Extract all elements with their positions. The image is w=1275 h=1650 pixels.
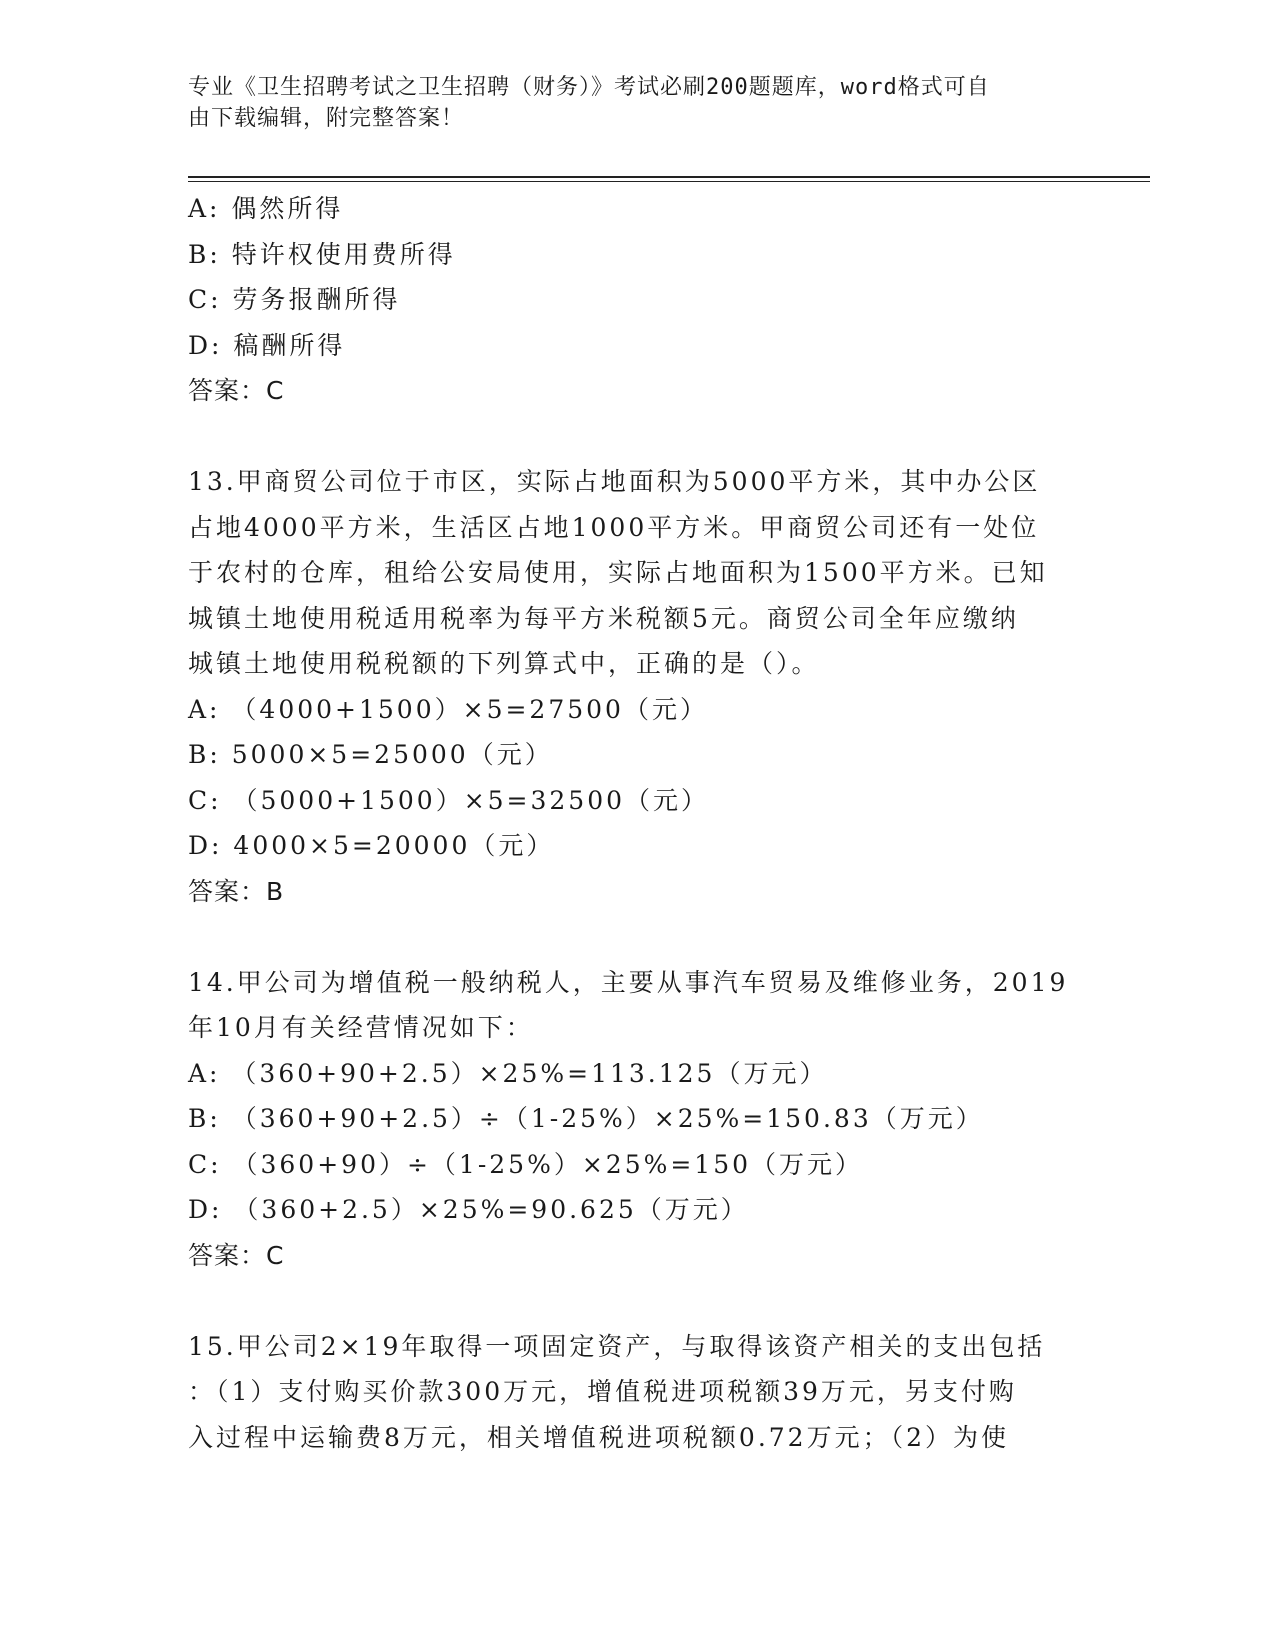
question-13 — [188, 459, 1078, 914]
question-text-line: 入过程中运输费8万元，相关增值税进项税额0.72万元；（2）为使 — [188, 1422, 1009, 1452]
question-text-line: 城镇土地使用税适用税率为每平方米税额5元。商贸公司全年应缴纳 — [188, 603, 1019, 633]
option-c: C: 劳务报酬所得 — [188, 285, 401, 314]
option-b: B: 5000×5=25000（元） — [188, 740, 553, 769]
spacer — [188, 414, 1078, 460]
answer-line: 答案：C — [188, 376, 285, 405]
option-c: C: （360+90）÷（1-25%）×25%=150（万元） — [188, 1149, 864, 1179]
option-c: C: （5000+1500）×5=32500（元） — [188, 785, 710, 815]
question-text-line: 于农村的仓库，租给公安局使用，实际占地面积为1500平方米。已知 — [188, 558, 1048, 587]
question-text-line: 13.甲商贸公司位于市区，实际占地面积为5000平方米，其中办公区 — [188, 467, 1041, 496]
option-a: A: （360+90+2.5）×25%=113.125（万元） — [188, 1058, 828, 1088]
option-b: B: 特许权使用费所得 — [188, 239, 456, 269]
question-text-line: 14.甲公司为增值税一般纳税人，主要从事汽车贸易及维修业务，2019 — [188, 967, 1069, 997]
header-divider-thin — [188, 181, 1150, 182]
option-d: D: （360+2.5）×25%=90.625（万元） — [188, 1195, 749, 1224]
question-text-line: 城镇土地使用税税额的下列算式中，正确的是（）。 — [188, 649, 820, 678]
question-text-line: ：（1）支付购买价款300万元，增值税进项税额39万元，另支付购 — [188, 1377, 1017, 1406]
answer-line: 答案：B — [188, 876, 285, 906]
answer-line: 答案：C — [188, 1240, 285, 1270]
document-body — [188, 186, 1078, 1460]
header-divider-thick — [188, 176, 1150, 178]
spacer — [188, 914, 1078, 960]
header-line-1: 专业《卫生招聘考试之卫生招聘（财务）》考试必刷200题题库，word格式可自 — [188, 75, 990, 100]
option-d: D: 4000×5=20000（元） — [188, 831, 555, 860]
question-text-line: 15.甲公司2×19年取得一项固定资产，与取得该资产相关的支出包括 — [188, 1331, 1046, 1361]
question-14 — [188, 960, 1078, 1279]
question-text-line: 年10月有关经营情况如下： — [188, 1013, 534, 1042]
option-a: A: （4000+1500）×5=27500（元） — [188, 694, 708, 724]
document-header — [188, 72, 1068, 134]
question-text-line: 占地4000平方米，生活区占地1000平方米。甲商贸公司还有一处位 — [188, 512, 1040, 542]
question-15 — [188, 1324, 1078, 1461]
option-a: A: 偶然所得 — [188, 194, 344, 223]
spacer — [188, 1278, 1078, 1324]
option-b: B: （360+90+2.5）÷（1-25%）×25%=150.83（万元） — [188, 1104, 984, 1133]
header-line-2: 由下载编辑，附完整答案！ — [188, 106, 465, 131]
option-d: D: 稿酬所得 — [188, 330, 346, 360]
question-12 — [188, 186, 1078, 414]
